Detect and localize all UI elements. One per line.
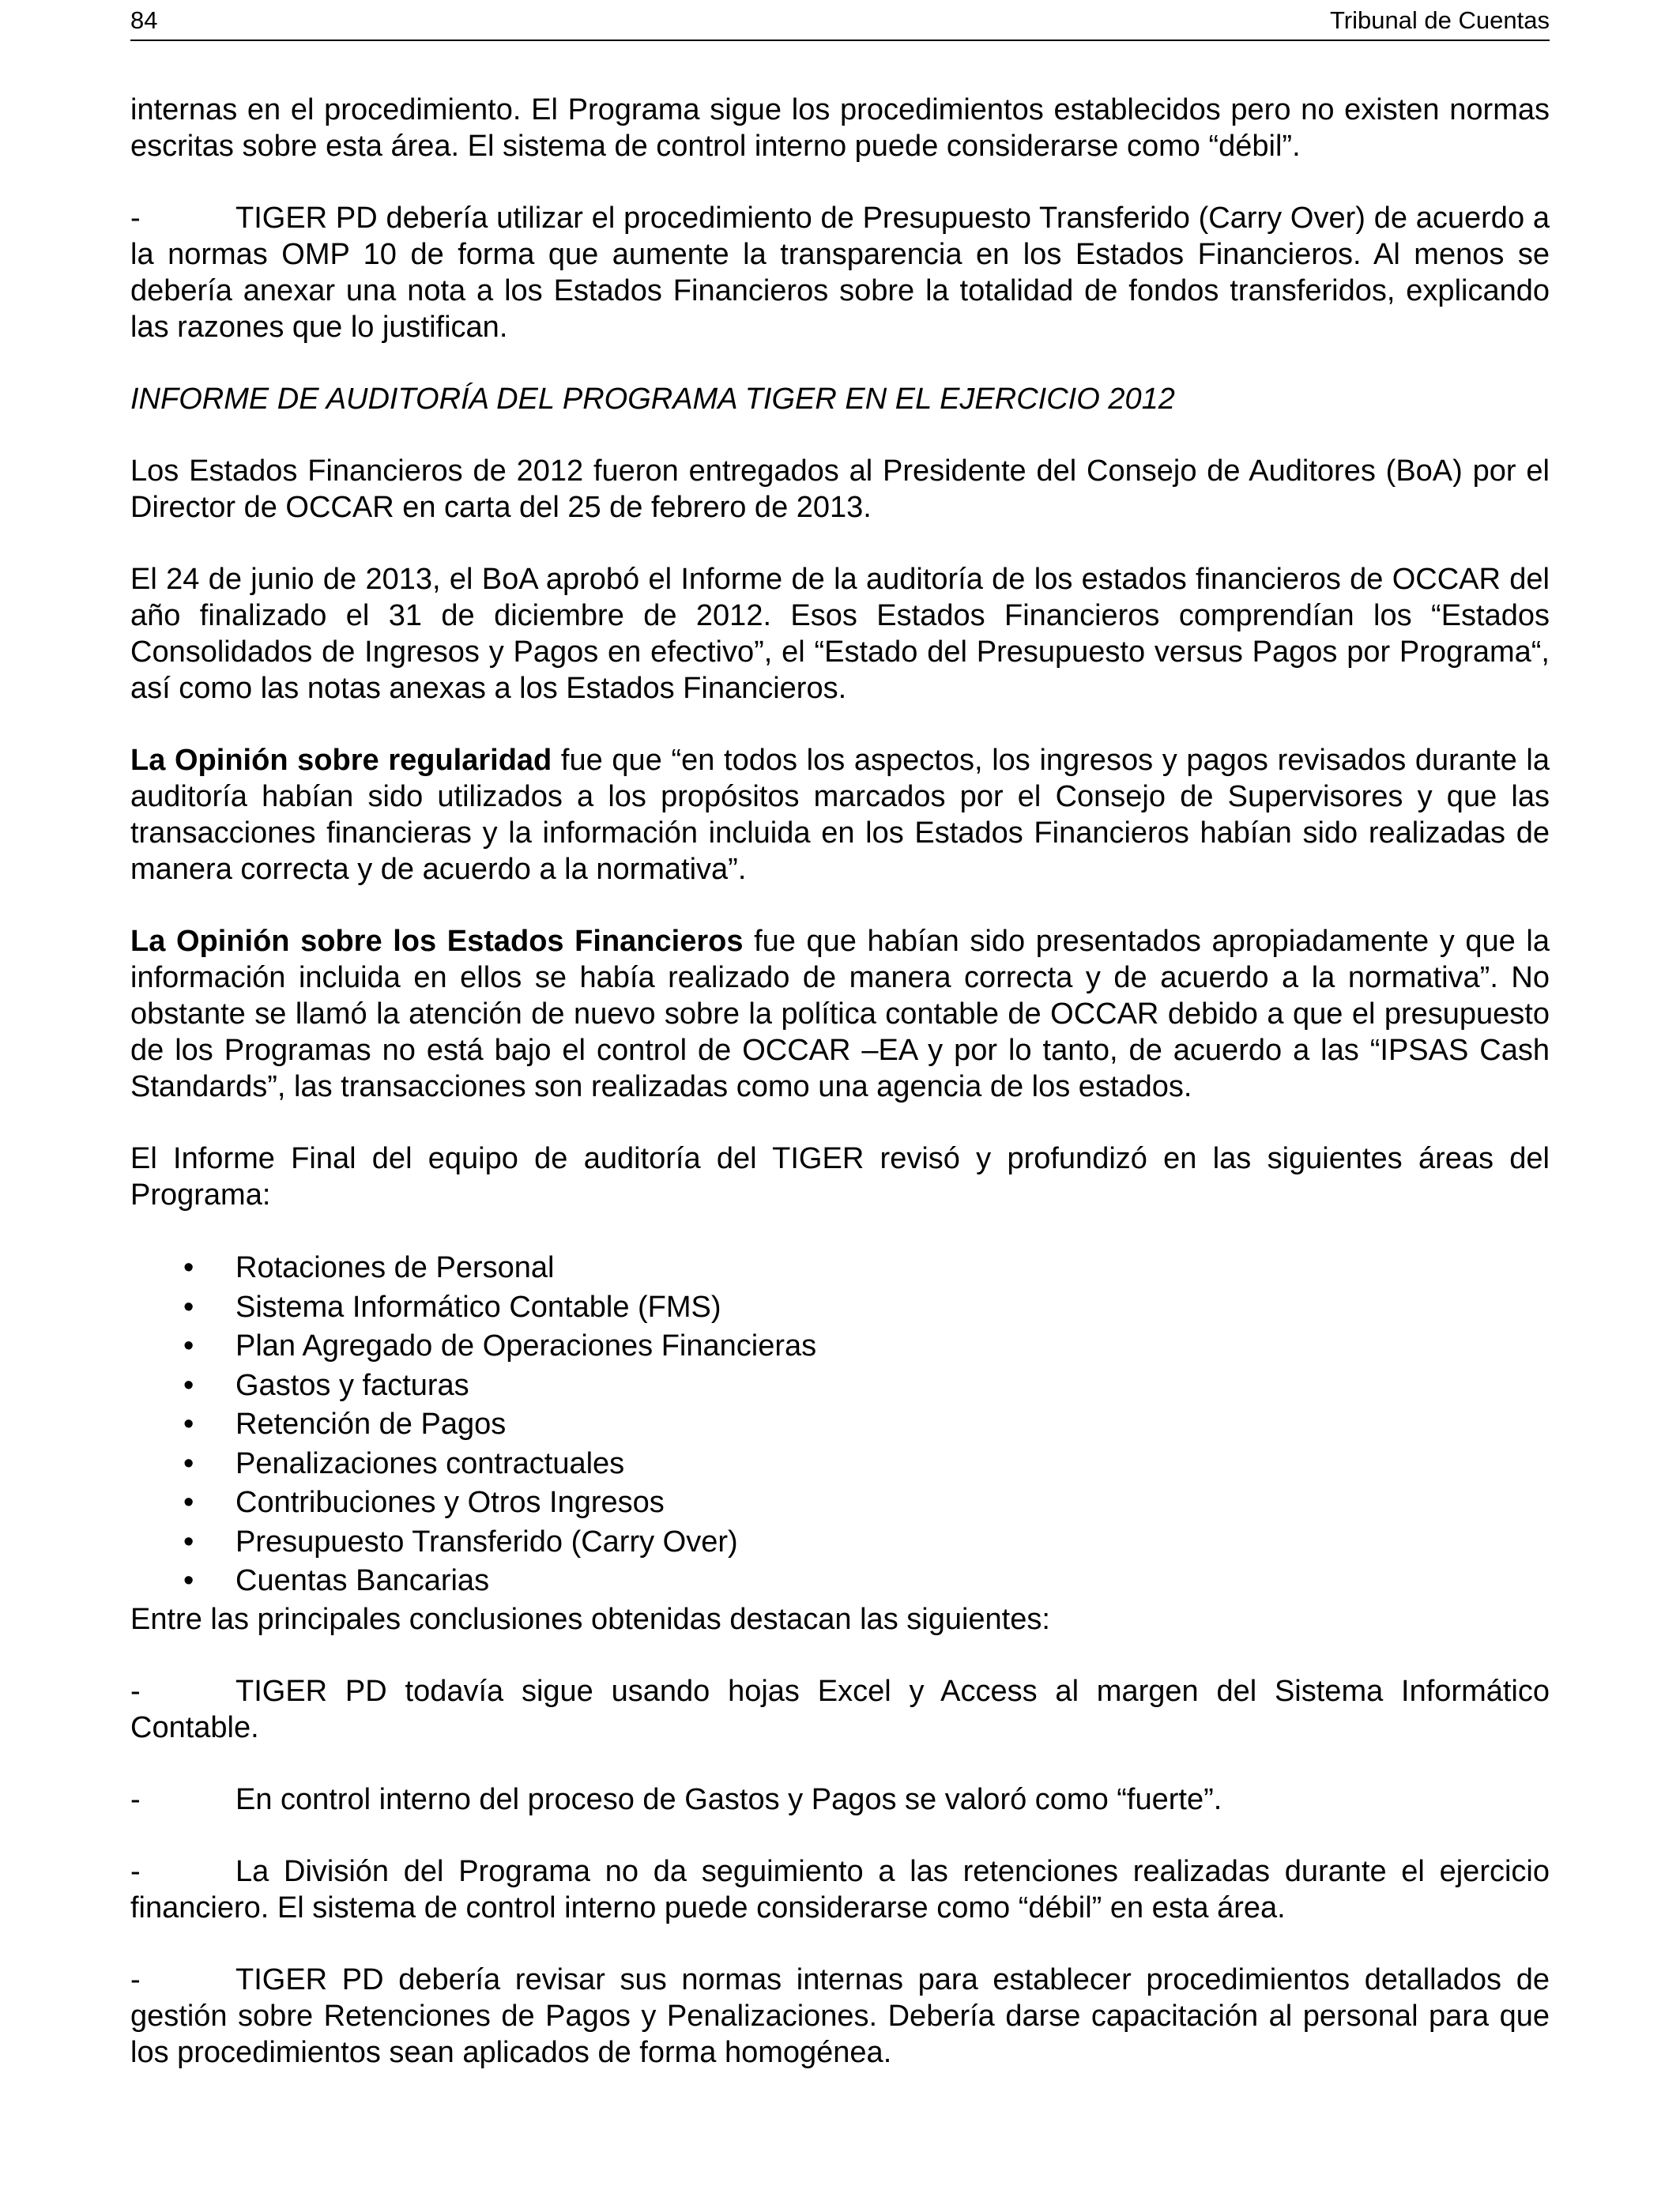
list-item [130, 1405, 1550, 1445]
paragraph-conclusions-intro: Entre las principales conclusiones obtenidas destacan las siguientes: [130, 1602, 1050, 1636]
regularity-opinion-text: fue que “en todos los aspectos, los ingresos y pagos revisados durante la auditoría habían sido utilizados a los propósitos marcados por el Consejo de Supervisores y que las transacciones financieras y la información incluida en los Estados Financieros habían sido realizadas de manera correcta y de acuerdo a la normativa”. [130, 744, 1550, 886]
list-item [130, 1327, 1550, 1367]
list-item-text: Presupuesto Transferido (Carry Over) [235, 1525, 738, 1559]
conclusion-text: En control interno del proceso de Gastos y Pagos se valoró como “fuerte”. [235, 1782, 1222, 1816]
bullet-icon: • [183, 1486, 194, 1519]
list-item-text: Penalizaciones contractuales [235, 1446, 625, 1480]
conclusion-retentions-weak [130, 1853, 1550, 1926]
list-item-text: Cuentas Bancarias [235, 1564, 490, 1597]
dash-marker: - [130, 1674, 141, 1708]
list-item [130, 1249, 1550, 1288]
audit-areas-list [130, 1249, 1550, 1601]
recommendation-text: TIGER PD debería utilizar el procedimiento de Presupuesto Transferido (Carry Over) de acuerdo a la normas OMP 10 de forma que aumente la transparencia en los Estados Financieros. Al menos se debería anexar una nota a los Estados Financieros sobre la totalidad de fondos transferidos, explicando las razones que lo justifican. [130, 202, 1550, 344]
bold-lead-regularity: La Opinión sobre regularidad [130, 744, 552, 777]
list-item [130, 1367, 1550, 1406]
dash-marker: - [130, 1782, 141, 1816]
conclusion-excel-access [130, 1673, 1550, 1746]
recommendation-carry-over [130, 200, 1550, 345]
list-item-text: Gastos y facturas [235, 1368, 469, 1402]
paragraph-regularity-opinion [130, 742, 1550, 888]
bullet-icon: • [183, 1564, 194, 1597]
bullet-icon: • [183, 1368, 194, 1402]
bullet-icon: • [183, 1251, 194, 1284]
paragraph-continuation: internas en el procedimiento. El Programa sigue los procedimientos establecidos pero no existen normas escritas sobre esta área. El sistema de control interno puede considerarse como “débil”. [130, 93, 1550, 163]
document-body [130, 92, 1550, 2106]
bullet-icon: • [183, 1329, 194, 1363]
financial-statements-opinion-text: fue que habían sido presentados apropiadamente y que la información incluida en ellos se había realizado de manera correcta y de acuerdo a la normativa”. No obstante se llamó la atención de nuevo sobre la política contable de OCCAR debido a que el presupuesto de los Programas no está bajo el control de OCCAR –EA y por lo tanto, de acuerdo a las “IPSAS Cash Standards”, las transacciones son realizadas como una agencia de los estados. [130, 925, 1550, 1103]
list-item-text: Sistema Informático Contable (FMS) [235, 1290, 721, 1324]
dash-marker: - [130, 202, 141, 235]
section-heading: INFORME DE AUDITORÍA DEL PROGRAMA TIGER EN EL EJERCICIO 2012 [130, 383, 1175, 416]
list-item [130, 1562, 1550, 1601]
bullet-icon: • [183, 1408, 194, 1441]
list-item-text: Plan Agregado de Operaciones Financieras [235, 1329, 817, 1363]
dash-marker: - [130, 1962, 141, 1996]
paragraph-final-report-intro: El Informe Final del equipo de auditoría del TIGER revisó y profundizó en las siguientes áreas del Programa: [130, 1142, 1550, 1212]
page-number: 84 [130, 6, 158, 34]
conclusion-text: La División del Programa no da seguimiento a las retenciones realizadas durante el ejercicio financiero. El sistema de control interno puede considerarse como “débil” en esta área. [130, 1854, 1550, 1924]
dash-marker: - [130, 1854, 141, 1888]
bullet-icon: • [183, 1446, 194, 1480]
list-item-text: Retención de Pagos [235, 1408, 507, 1441]
paragraph-financial-statements-delivery: Los Estados Financieros de 2012 fueron entregados al Presidente del Consejo de Auditores (BoA) por el Director de OCCAR en carta del 25 de febrero de 2013. [130, 454, 1550, 524]
page-header [130, 0, 1550, 41]
list-item [130, 1523, 1550, 1563]
list-item [130, 1483, 1550, 1523]
conclusion-text: TIGER PD debería revisar sus normas internas para establecer procedimientos detallados de gestión sobre Retenciones de Pagos y Penalizaciones. Debería darse capacitación al personal para que los procedimientos sean aplicados de forma homogénea. [130, 1962, 1550, 2069]
list-item [130, 1445, 1550, 1484]
conclusion-review-internal-rules [130, 1962, 1550, 2071]
list-item [130, 1288, 1550, 1328]
list-item-text: Contribuciones y Otros Ingresos [235, 1486, 665, 1519]
bold-lead-financial-statements: La Opinión sobre los Estados Financieros [130, 925, 744, 958]
paragraph-boa-approval: El 24 de junio de 2013, el BoA aprobó el Informe de la auditoría de los estados financieros de OCCAR del año finalizado el 31 de diciembre de 2012. Esos Estados Financieros comprendían los “Estados Consolidados de Ingresos y Pagos en efectivo”, el “Estado del Presupuesto versus Pagos por Programa“, así como las notas anexas a los Estados Financieros. [130, 563, 1550, 705]
list-item-text: Rotaciones de Personal [235, 1251, 555, 1284]
paragraph-financial-statements-opinion [130, 923, 1550, 1105]
conclusion-text: TIGER PD todavía sigue usando hojas Excel y Access al margen del Sistema Informático Contable. [130, 1674, 1550, 1744]
bullet-icon: • [183, 1525, 194, 1559]
conclusion-internal-control-strong [130, 1781, 1550, 1818]
bullet-icon: • [183, 1290, 194, 1324]
running-title: Tribunal de Cuentas [1329, 6, 1550, 34]
